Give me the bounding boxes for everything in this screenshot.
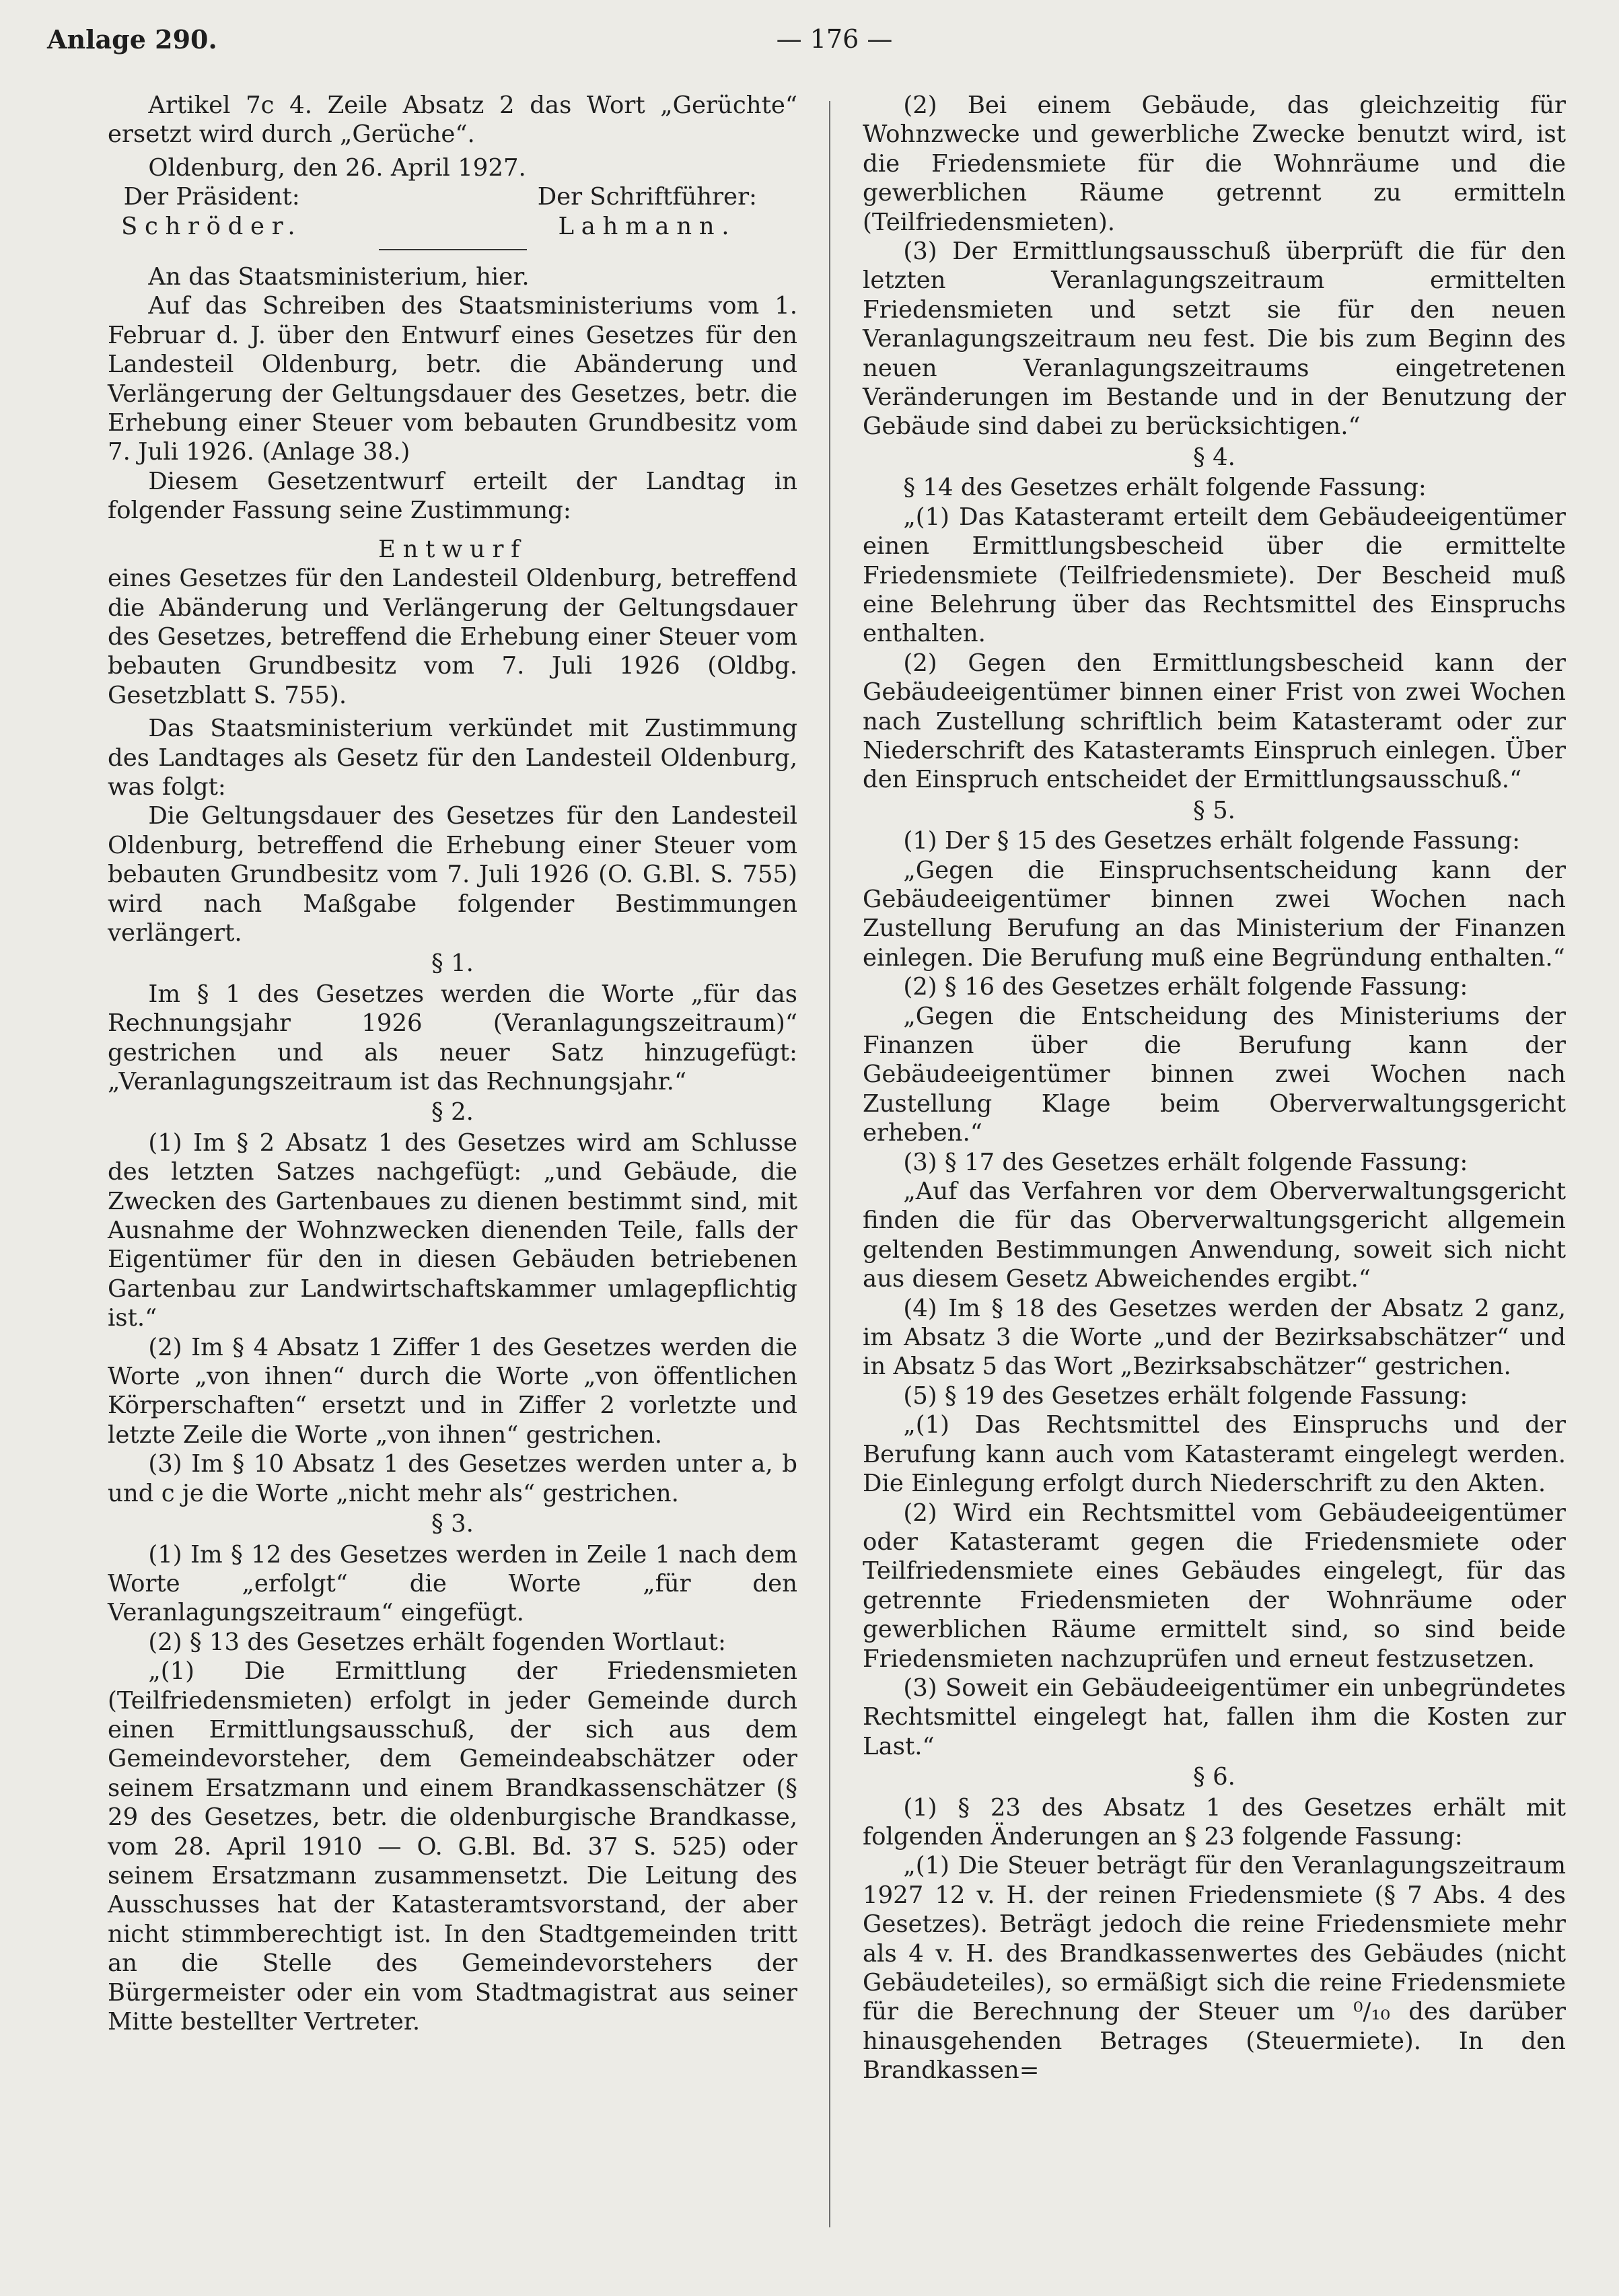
separator-line (379, 249, 527, 250)
section-4-paragraph-2: „(1) Das Katasteramt erteilt dem Gebäudeeigentümer einen Ermittlungsbescheid über die ermittelte Friedensmiete (Teilfriedensmiete). Der Bescheid muß eine Belehrung über das Rechtsmittel des Einspruchs enthalten. (863, 503, 1566, 648)
section-5-paragraph-5: (3) § 17 des Gesetzes erhält folgende Fassung: (903, 1148, 1468, 1176)
secretary-title: Der Schriftführer: (537, 183, 757, 211)
section-6-paragraph-2: „(1) Die Steuer beträgt für den Veranlagungszeitraum 1927 12 v. H. der reinen Friedensmiete (§ 7 Abs. 4 des Gesetzes). Beträgt jedoch die reine Friedensmiete mehr als 4 v. H. des Brandkassenwertes des Gebäudes (nicht Gebäudeteiles), so ermäßigt sich die reine Friedensmiete für die Berechnung der Steuer um ⁰/₁₀ des darüber hinausgehenden Betrages (Steuermiete). In den Brandkassen= (863, 1852, 1566, 2085)
draft-title: eines Gesetzes für den Landesteil Oldenburg, betreffend die Abänderung und Verlängerung der Geltungsdauer des Gesetzes, betreffend die Erhebung einer Steuer vom bebauten Grundbesitz vom 7. Juli 1926 (Oldbg. Gesetzblatt S. 755). (108, 565, 797, 709)
page-header (0, 24, 1619, 71)
section-2-heading: § 2. (431, 1098, 474, 1126)
right-paragraph-1: (2) Bei einem Gebäude, das gleichzeitig für Wohnzwecke und gewerbliche Zwecke benutzt wird, ist die Friedensmiete für die Wohnräume und die gewerblichen Räume getrennt zu ermitteln (Teilfriedensmieten). (863, 92, 1566, 236)
right-column (863, 91, 1566, 2085)
section-5-paragraph-4: „Gegen die Entscheidung des Ministeriums der Finanzen über die Berufung kann der Gebäudeeigentümer binnen zwei Wochen nach Zustellung Klage beim Oberverwaltungsgericht erheben.“ (863, 1002, 1566, 1147)
section-5-paragraph-11: (3) Soweit ein Gebäudeeigentümer ein unbegründetes Rechtsmittel eingelegt hat, fallen ihm die Kosten zur Last.“ (863, 1674, 1566, 1760)
validity-paragraph: Die Geltungsdauer des Gesetzes für den Landesteil Oldenburg, betreffend die Erhebung einer Steuer vom bebauten Grundbesitz vom 7. Juli 1926 (O. G.Bl. S. 755) wird nach Maßgabe folgender Bestimmungen verlängert. (108, 802, 797, 947)
section-5-paragraph-3: (2) § 16 des Gesetzes erhält folgende Fassung: (903, 973, 1468, 1001)
section-5-paragraph-9: „(1) Das Rechtsmittel des Einspruchs und der Berufung kann auch vom Katasteramt eingelegt werden. Die Einlegung erfolgt durch Niederschrift zu den Akten. (863, 1411, 1566, 1498)
address-line: An das Staatsministerium, hier. (148, 263, 530, 291)
section-2-paragraph-1: (1) Im § 2 Absatz 1 des Gesetzes wird am Schlusse des letzten Satzes nachgefügt: „und Gebäude, die Zwecken des Gartenbaues zu dienen bestimmt sind, mit Ausnahme der Wohnzwecken dienenden Teile, falls der Eigentümer für den in diesen Gebäuden betriebenen Gartenbau zur Landwirtschaftskammer umlagepflichtig ist.“ (108, 1128, 797, 1332)
section-5-paragraph-10: (2) Wird ein Rechtsmittel vom Gebäudeeigentümer oder Katasteramt gegen die Friedensmiete oder Teilfriedensmiete eines Gebäudes eingelegt, für das getrennte Friedensmieten der Wohnräume oder gewerblichen Räume ermittelt sind, so sind beide Friedensmieten nachzuprüfen und erneut festzusetzen. (863, 1499, 1566, 1673)
section-5-heading: § 5. (1193, 796, 1235, 824)
section-6-heading: § 6. (1193, 1763, 1235, 1791)
section-5-paragraph-7: (4) Im § 18 des Gesetzes werden der Absatz 2 ganz, im Absatz 3 die Worte „und der Bezirksabschätzer“ und in Absatz 5 das Wort „Bezirksabschätzer“ gestrichen. (863, 1294, 1566, 1381)
section-5-paragraph-2: „Gegen die Einspruchsentscheidung kann der Gebäudeeigentümer binnen zwei Wochen nach Zustellung Berufung an das Ministerium der Finanzen einlegen. Die Berufung muß eine Begründung enthalten.“ (863, 856, 1566, 972)
page-number: — 176 — (776, 24, 893, 54)
section-5-paragraph-6: „Auf das Verfahren vor dem Oberverwaltungsgericht finden die für das Oberverwaltungsgericht allgemein geltenden Bestimmungen Anwendung, soweit sich nicht aus diesem Gesetz Abweichendes ergibt.“ (863, 1178, 1566, 1293)
section-4-heading: § 4. (1193, 443, 1235, 471)
secretary-name: Lahmann. (558, 212, 737, 240)
section-3-paragraph-2: (2) § 13 des Gesetzes erhält fogenden Wortlaut: (148, 1628, 726, 1656)
article-correction: Artikel 7c 4. Zeile Absatz 2 das Wort „Gerüchte“ ersetzt wird durch „Gerüche“. (108, 92, 797, 149)
letter-paragraph: Auf das Schreiben des Staatsministeriums vom 1. Februar d. J. über den Entwurf eines Gesetzes für den Landesteil Oldenburg, betr. die Abänderung und Verlängerung der Geltungsdauer des Gesetzes, betr. die Erhebung einer Steuer vom bebauten Grundbesitz vom 7. Juli 1926. (Anlage 38.) (108, 292, 797, 466)
section-3-paragraph-3: „(1) Die Ermittlung der Friedensmieten (Teilfriedensmieten) erfolgt in jeder Gemeinde durch einen Ermittlungsausschuß, der sich aus dem Gemeindevorsteher, dem Gemeindeabschätzer oder seinem Ersatzmann und einem Brandkassenschätzer (§ 29 des Gesetzes, betr. die oldenburgische Brandkasse, vom 28. April 1910 — O. G.Bl. Bd. 37 S. 525) oder seinem Ersatzmann zusammensetzt. Die Leitung des Ausschusses hat der Katasteramtsvorstand, der aber nicht stimmberechtigt ist. In den Stadtgemeinden tritt an die Stelle des Gemeindevorstehers der Bürgermeister oder ein vom Stadtmagistrat aus seiner Mitte bestellter Vertreter. (108, 1657, 797, 2036)
president-title: Der Präsident: (123, 183, 300, 211)
signature-block (108, 182, 797, 241)
draft-heading: Entwurf (378, 535, 527, 563)
right-paragraph-2: (3) Der Ermittlungsausschuß überprüft die für den letzten Veranlagungszeitraum ermittelten Friedensmieten und setzt sie für den neuen Veranlagungszeitraum neu fest. Die bis zum Beginn des neuen Veranlagungszeitraums eingetretenen Veränderungen im Bestande und in der Benutzung der Gebäude sind dabei zu berücksichtigen.“ (863, 238, 1566, 441)
president-name: Schröder. (121, 212, 303, 240)
date-line: Oldenburg, den 26. April 1927. (148, 153, 526, 182)
promulgation-paragraph: Das Staatsministerium verkündet mit Zustimmung des Landtages als Gesetz für den Landesteil Oldenburg, was folgt: (108, 715, 797, 801)
section-5-paragraph-8: (5) § 19 des Gesetzes erhält folgende Fassung: (903, 1382, 1468, 1410)
section-1-heading: § 1. (431, 949, 474, 978)
approval-paragraph: Diesem Gesetzentwurf erteilt der Landtag in folgender Fassung seine Zustimmung: (108, 467, 797, 525)
annex-label: Anlage 290. (47, 24, 217, 55)
section-2-paragraph-3: (3) Im § 10 Absatz 1 des Gesetzes werden unter a, b und c je die Worte „nicht mehr als“ gestrichen. (108, 1450, 797, 1507)
section-5-paragraph-1: (1) Der § 15 des Gesetzes erhält folgende Fassung: (903, 827, 1521, 855)
section-4-paragraph-3: (2) Gegen den Ermittlungsbescheid kann der Gebäudeeigentümer binnen einer Frist von zwei Wochen nach Zustellung schriftlich beim Katasteramt oder zur Niederschrift des Katasteramts Einspruch einlegen. Über den Einspruch entscheidet der Ermittlungsausschuß.“ (863, 649, 1566, 794)
section-3-paragraph-1: (1) Im § 12 des Gesetzes werden in Zeile 1 nach dem Worte „erfolgt“ die Worte „für den Veranlagungszeitraum“ eingefügt. (108, 1540, 797, 1627)
column-divider (829, 101, 830, 2227)
section-3-heading: § 3. (431, 1510, 474, 1538)
section-6-paragraph-1: (1) § 23 des Absatz 1 des Gesetzes erhält mit folgenden Änderungen an § 23 folgende Fassung: (863, 1793, 1566, 1851)
left-column (108, 91, 797, 2036)
section-2-paragraph-2: (2) Im § 4 Absatz 1 Ziffer 1 des Gesetzes werden die Worte „von ihnen“ durch die Worte „von öffentlichen Körperschaften“ ersetzt und in Ziffer 2 vorletzte und letzte Zeile die Worte „von ihnen“ gestrichen. (108, 1333, 797, 1449)
section-4-paragraph-1: § 14 des Gesetzes erhält folgende Fassung: (903, 474, 1427, 502)
section-1-text: Im § 1 des Gesetzes werden die Worte „für das Rechnungsjahr 1926 (Veranlagungszeitraum)“ gestrichen und als neuer Satz hinzugefügt: „Veranlagungszeitraum ist das Rechnungsjahr.“ (108, 980, 797, 1096)
